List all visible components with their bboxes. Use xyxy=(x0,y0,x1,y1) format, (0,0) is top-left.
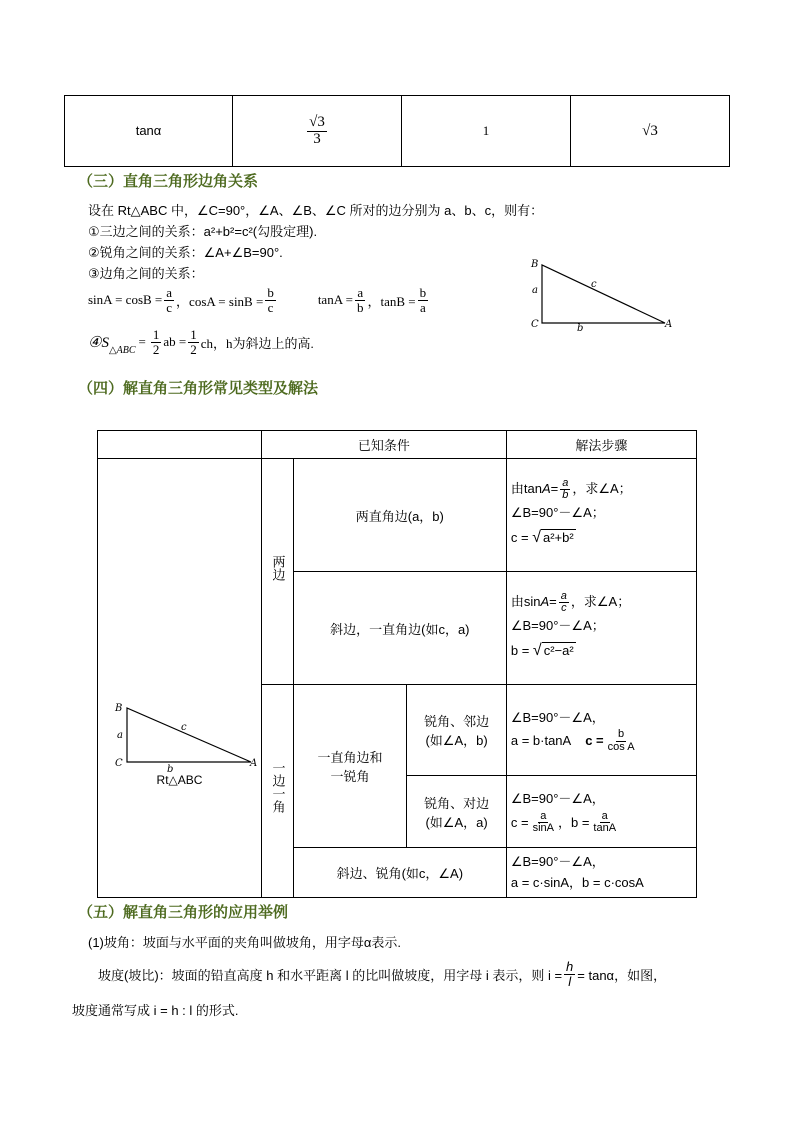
two-sides-group-cell: 两边 xyxy=(262,459,294,685)
row5-condition: 斜边、锐角(如c，∠A) xyxy=(293,848,506,898)
vertex-B-label: B xyxy=(531,259,539,270)
svg-text:C: C xyxy=(114,758,123,769)
section5-p2: 坡度(坡比)：坡面的铅直高度 h 和水平距离 l 的比叫做坡度，用字母 i 表示，则 i = $\frac{h}{l}$ = tanα，如图， xyxy=(98,959,667,989)
row4-steps: ∠B=90°－∠A， c = $\frac{a}{\sin A}$ ，b = $\frac{a}{\tan A}$ xyxy=(506,776,696,848)
section3-item1: ①三边之间的关系：a²+b²=c²(勾股定理). xyxy=(88,224,318,239)
tan-label: tanα xyxy=(135,123,162,138)
section5-p1: (1)坡角：坡面与水平面的夹角叫做坡角，用字母α表示. xyxy=(88,935,402,950)
right-triangle-figure xyxy=(525,255,685,335)
svg-text:c: c xyxy=(180,722,187,733)
side-a-label: a xyxy=(532,285,538,296)
tan30-cell xyxy=(233,96,402,167)
section3-item2: ②锐角之间的关系：∠A+∠B=90°. xyxy=(88,245,283,260)
svg-text:B: B xyxy=(114,703,122,714)
header-known-cell: 已知条件 xyxy=(262,431,507,459)
vertex-C-label: C xyxy=(531,319,539,330)
side-angle-group-cell: 一边一角 xyxy=(262,685,294,898)
row3-steps: ∠B=90°－∠A， a = b·tanA c = $\frac{b}{\text{cos A}}$ xyxy=(506,685,696,776)
row3-condition: 锐角、邻边 (如∠A，b) xyxy=(407,685,507,776)
section4-heading: （四）解直角三角形常见类型及解法 xyxy=(78,381,319,397)
tan60-cell xyxy=(571,96,730,167)
area-formula: ④S △ABC = $\frac{1}{2}$ ab = $\frac{1}{2}$ ch，h为斜边上的高. xyxy=(88,327,314,357)
section3-intro: 设在 Rt△ABC 中，∠C=90°，∠A、∠B、∠C 所对的边分别为 a、b、c，则有： xyxy=(88,203,544,218)
side-b-label: b xyxy=(577,323,584,334)
row2-steps: 由sin A = $\frac{a}{c}$ ，求∠A； ∠B=90°－∠A； b = √ c²−a² xyxy=(506,572,696,685)
solving-methods-table xyxy=(97,430,697,898)
triangle-caption: Rt△ABC xyxy=(156,773,203,787)
tan30-fraction: $\frac{√3}{3}$ xyxy=(309,113,325,147)
section3-heading: （三）直角三角形边角关系 xyxy=(78,174,259,190)
row5-steps: ∠B=90°－∠A， a = c·sinA，b = c·cosA xyxy=(506,848,696,898)
vertex-A-label: A xyxy=(665,319,673,330)
section5-heading: （五）解直角三角形的应用举例 xyxy=(78,905,289,921)
tan60-value: √3 xyxy=(642,122,658,139)
header-steps-cell: 解法步骤 xyxy=(506,431,696,459)
trig-values-table xyxy=(64,95,730,167)
figure-cell xyxy=(98,459,262,898)
table-triangle-figure xyxy=(105,700,257,775)
row4-condition: 锐角、对边 (如∠A，a) xyxy=(407,776,507,848)
tan45-value: 1 xyxy=(482,123,490,138)
side-c-label: c xyxy=(591,279,597,290)
svg-text:b: b xyxy=(166,764,173,775)
leg-angle-subgroup-cell: 一直角边和一锐角 xyxy=(293,685,407,848)
row1-condition: 两直角边(a，b) xyxy=(293,459,506,572)
svg-text:a: a xyxy=(116,730,123,741)
row1-steps: 由tan A = $\frac{a}{b}$ ，求∠A； ∠B=90°－∠A； c = √ a²+b² xyxy=(506,459,696,572)
triangle-shape xyxy=(542,265,665,323)
row2-condition: 斜边，一直角边(如c，a) xyxy=(293,572,506,685)
edge-angle-formulas: sinA = cosB = $\frac{a}{c}$ ，cosA = sinB = $\frac{b}{c}$ tanA = $\frac{a}{b}$ ，tanB = $\frac{b}{a}$ xyxy=(88,285,427,315)
svg-text:A: A xyxy=(249,758,257,769)
header-empty-cell xyxy=(98,431,262,459)
section3-item3: ③边角之间的关系： xyxy=(88,266,204,281)
tan45-cell xyxy=(402,96,571,167)
tan-label-cell xyxy=(65,96,233,167)
section5-p3: 坡度通常写成 i = h : l 的形式. xyxy=(72,1003,239,1018)
